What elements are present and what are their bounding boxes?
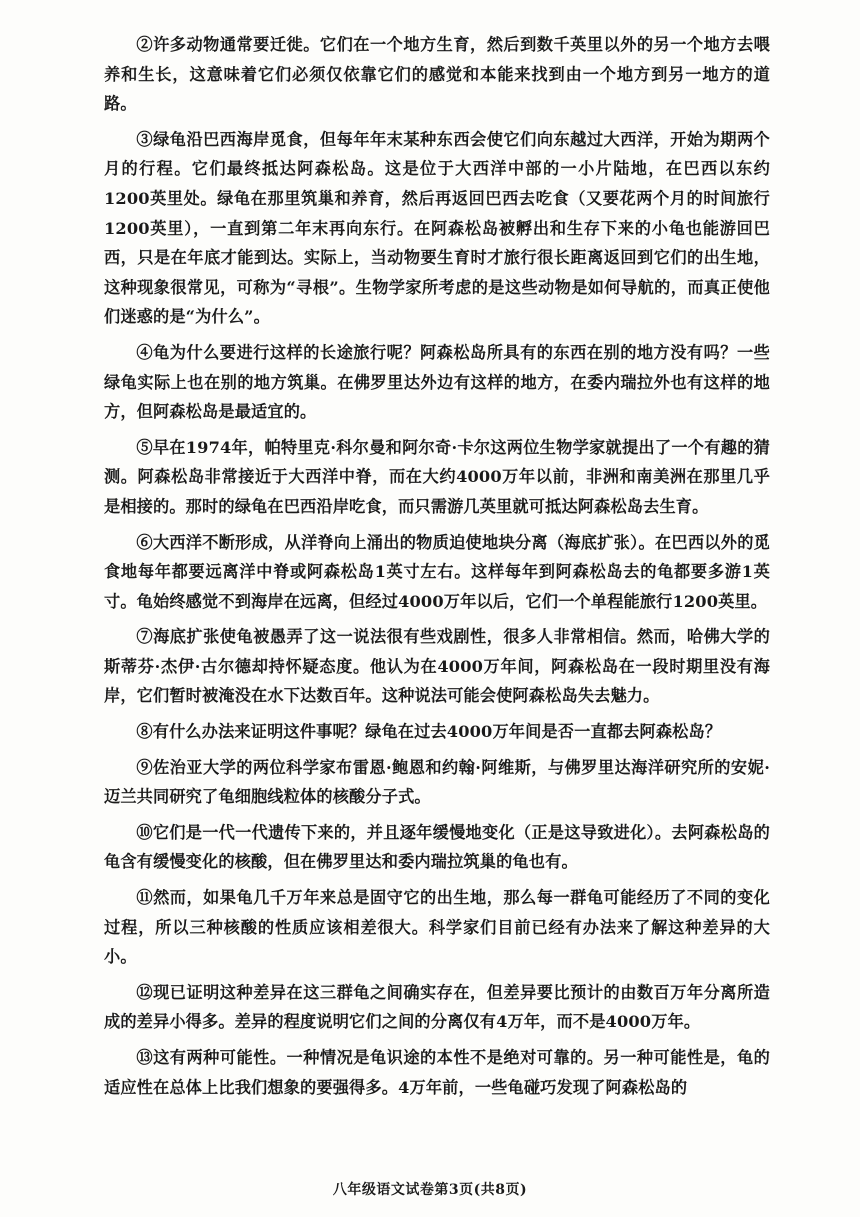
paragraph-3: ③绿龟沿巴西海岸觅食，但每年年末某种东西会使它们向东越过大西洋，开始为期两个月的行程。它们最终抵达阿森松岛。这是位于大西洋中部的一小片陆地，在巴西以东约1200英里处。绿龟在那里筑巢和养育，然后再返回巴西去吃食（又要花两个月的时间旅行1200英里），一直到第二年末再向东行。在阿森松岛被孵出和生存下来的小龟也能游回巴西，只是在年底才能到达。实际上，当动物要生育时才旅行很长距离返回到它们的出生地，这种现象很常见，可称为“寻根”。生物学家所考虑的是这些动物是如何导航的，而真正使他们迷惑的是“为什么”。 [104, 129, 770, 327]
paragraph-7: ⑦海底扩张使龟被愚弄了这一说法很有些戏剧性，很多人非常相信。然而，哈佛大学的斯蒂芬·杰伊·古尔德却持怀疑态度。他认为在4000万年间，阿森松岛在一段时期里没有海岸，它们暂时被淹没在水下达数百年。这种说法可能会使阿森松岛失去魅力。 [104, 627, 770, 706]
paragraph-5: ⑤早在1974年，帕特里克·科尔曼和阿尔奇·卡尔这两位生物学家就提出了一个有趣的猜测。阿森松岛非常接近于大西洋中脊，而在大约4000万年以前，非洲和南美洲在那里几乎是相接的。那时的绿龟在巴西沿岸吃食，而只需游几英里就可抵达阿森松岛去生育。 [104, 437, 770, 516]
paragraph-10: ⑩它们是一代一代遗传下来的，并且逐年缓慢地变化（正是这导致进化）。去阿森松岛的龟含有缓慢变化的核酸，但在佛罗里达和委内瑞拉筑巢的龟也有。 [104, 822, 770, 872]
paragraph-4: ④龟为什么要进行这样的长途旅行呢？阿森松岛所具有的东西在别的地方没有吗？一些绿龟实际上也在别的地方筑巢。在佛罗里达外边有这样的地方，在委内瑞拉外也有这样的地方，但阿森松岛是最适宜的。 [104, 342, 770, 422]
paragraph-9: ⑨佐治亚大学的两位科学家布雷恩·鲍恩和约翰·阿维斯，与佛罗里达海洋研究所的安妮·迈兰共同研究了龟细胞线粒体的核酸分子式。 [104, 757, 770, 807]
paragraph-8: ⑧有什么办法来证明这件事呢？绿龟在过去4000万年间是否一直都去阿森松岛？ [136, 722, 722, 742]
paragraph-13: ⑬这有两种可能性。一种情况是龟识途的本性不是绝对可靠的。另一种可能性是，龟的适应性在总体上比我们想象的要强得多。4万年前，一些龟碰巧发现了阿森松岛的 [104, 1048, 770, 1097]
paragraph-2: ②许多动物通常要迁徙。它们在一个地方生育，然后到数千英里以外的另一个地方去喂养和生长，这意味着它们必须仅依靠它们的感觉和本能来找到由一个地方到另一地方的道路。 [104, 35, 770, 114]
paragraph-6: ⑥大西洋不断形成，从洋脊向上涌出的物质迫使地块分离（海底扩张）。在巴西以外的觅食地每年都要远离洋中脊或阿森松岛1英寸左右。这样每年到阿森松岛去的龟都要多游1英寸。龟始终感觉不到海岸在远离，但经过4000万年以后，它们一个单程能旅行1200英里。 [104, 532, 770, 611]
page-footer: 八年级语文试卷第3页(共8页) [332, 1182, 528, 1198]
article-body [104, 30, 770, 1108]
paragraph-11: ⑪然而，如果龟几千万年来总是固守它的出生地，那么每一群龟可能经历了不同的变化过程，所以三种核酸的性质应该相差很大。科学家们目前已经有办法来了解这种差异的大小。 [104, 888, 770, 967]
paragraph-12: ⑫现已证明这种差异在这三群龟之间确实存在，但差异要比预计的由数百万年分离所造成的差异小得多。差异的程度说明它们之间的分离仅有4万年，而不是4000万年。 [104, 982, 770, 1032]
